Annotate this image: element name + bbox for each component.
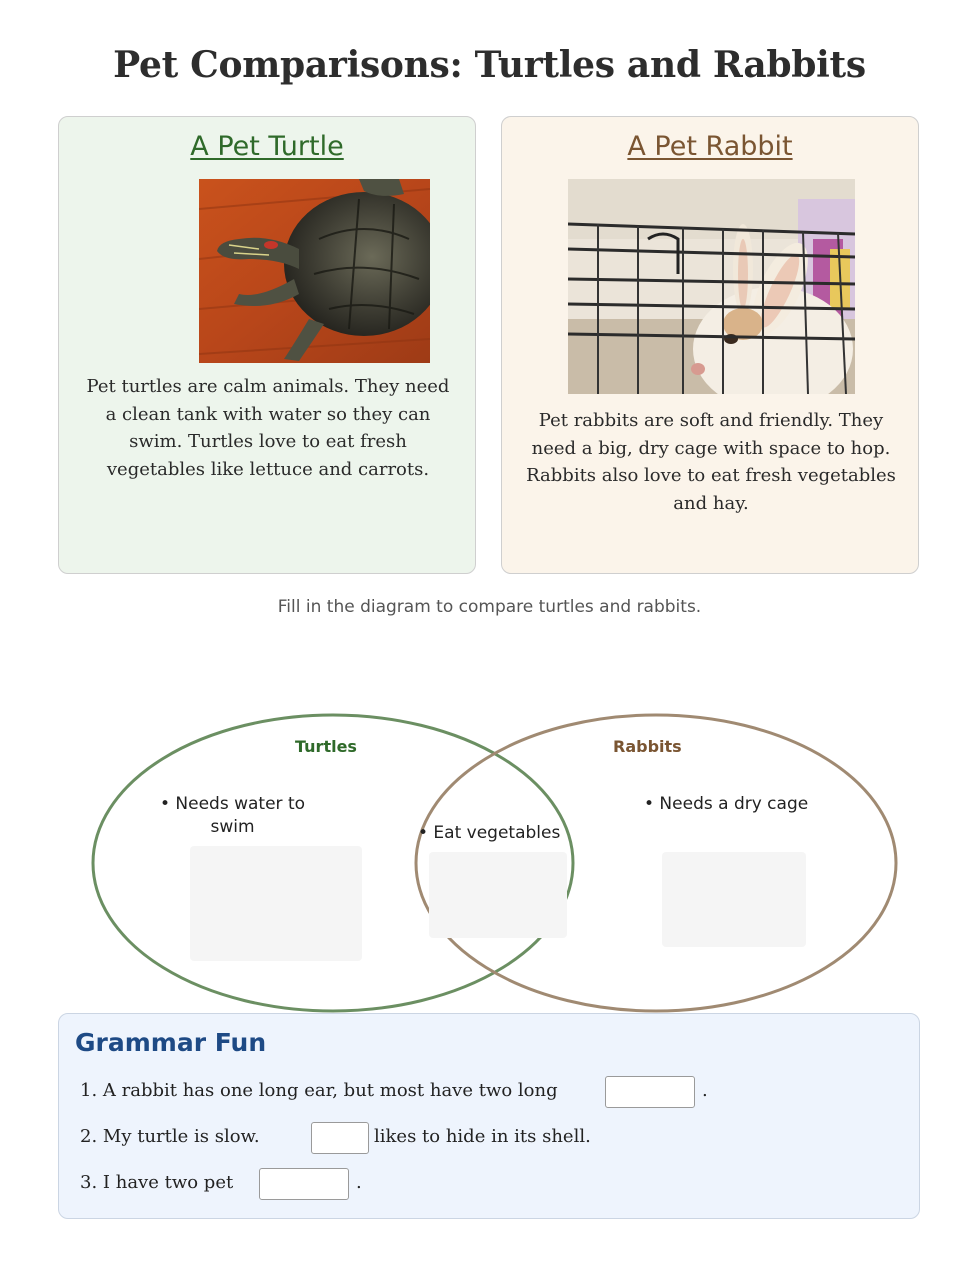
turtle-card-text: Pet turtles are calm animals. They need a clean tank with water so they can swim. Turtles love to eat fresh vegetables like lettuce and carrots. (86, 376, 450, 480)
instructions-text: Fill in the diagram to compare turtles and rabbits. (277, 597, 702, 617)
grammar-blank-3[interactable] (259, 1168, 349, 1200)
rabbit-card-text: Pet rabbits are soft and friendly. They need a big, dry cage with space to hop. Rabbits also love to eat fresh vegetables and hay. (526, 410, 896, 514)
turtle-illustration (199, 179, 430, 363)
grammar-question-1: 1. A rabbit has one long ear, but most have two long (80, 1080, 558, 1101)
venn-turtle-answer-box[interactable] (190, 846, 362, 961)
turtle-card-heading: A Pet Turtle (190, 131, 344, 162)
rabbit-illustration (568, 179, 855, 394)
venn-diagram (0, 700, 979, 1020)
grammar-question-2-end: likes to hide in its shell. (374, 1126, 591, 1147)
venn-rabbits-label: Rabbits (613, 737, 682, 756)
grammar-question-3-end: . (356, 1172, 362, 1193)
grammar-question-2: 2. My turtle is slow. (80, 1126, 260, 1147)
grammar-heading: Grammar Fun (75, 1028, 267, 1057)
turtle-card (58, 116, 476, 574)
grammar-blank-1[interactable] (605, 1076, 695, 1108)
grammar-question-3: 3. I have two pet (80, 1172, 234, 1193)
venn-shared-answer-box[interactable] (429, 852, 567, 938)
grammar-blank-2[interactable] (311, 1122, 369, 1154)
turtle-photo (199, 179, 430, 363)
grammar-section (58, 1013, 920, 1219)
venn-rabbit-answer-box[interactable] (662, 852, 806, 947)
rabbit-card (501, 116, 919, 574)
venn-rabbit-item: • Needs a dry cage (644, 794, 809, 814)
venn-turtles-label: Turtles (295, 737, 357, 756)
rabbit-photo (568, 179, 855, 394)
grammar-question-1-end: . (702, 1080, 708, 1101)
page-title: Pet Comparisons: Turtles and Rabbits (113, 44, 866, 86)
venn-turtle-item: • Needs water to swim (159, 794, 306, 837)
venn-shared-item: • Eat vegetables (418, 823, 561, 843)
rabbit-card-heading: A Pet Rabbit (627, 131, 793, 162)
